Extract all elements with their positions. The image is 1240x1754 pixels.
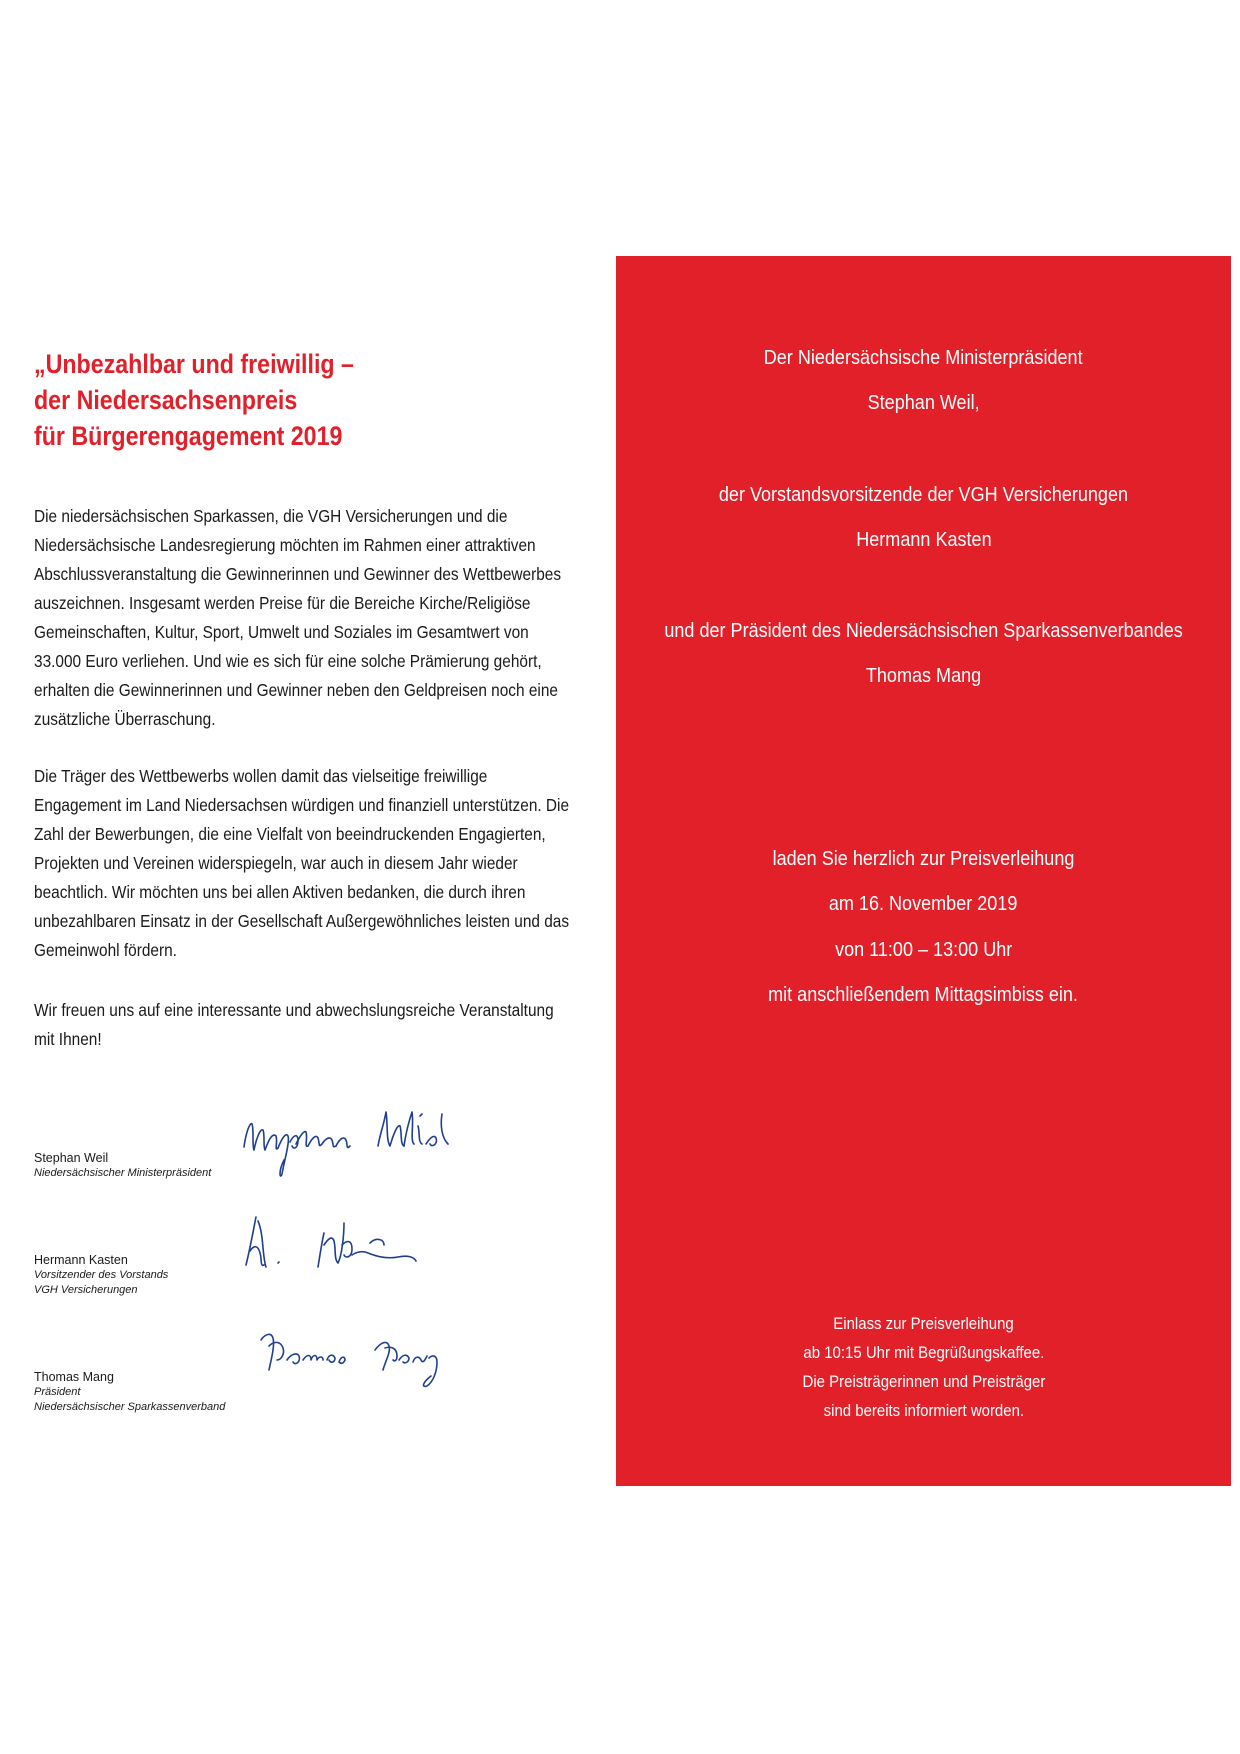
signer-name: Stephan Weil bbox=[34, 1151, 109, 1165]
page-headline bbox=[34, 346, 354, 454]
host1-name: Stephan Weil, bbox=[867, 391, 980, 414]
host3-title: und der Präsident des Niedersächsischen Sparkassenverbandes bbox=[664, 619, 1183, 642]
signature-mang bbox=[255, 1320, 465, 1395]
signature-kasten bbox=[238, 1205, 458, 1285]
host1-title: Der Niedersächsische Ministerpräsident bbox=[764, 346, 1083, 369]
intro-paragraph-2: Die Träger des Wettbewerbs wollen damit das vielseitige freiwillige Engagement im Land Niedersachsen würdigen und finanziell unterstützen. Die Zahl der Bewerbungen, die eine Vielfalt von beeindruckenden Engagierten, Projekten und Vereinen widerspiegeln, war auch in diesem Jahr wieder beachtlich. Wir möchten uns bei allen Aktiven bedanken, die durch ihren unbezahlbaren Einsatz in der Gesellschaft Außergewöhnliches leisten und das Gemeinwohl fördern. bbox=[34, 766, 570, 960]
signer-role: Niedersächsischer Ministerpräsident bbox=[34, 1167, 212, 1179]
host3-name: Thomas Mang bbox=[865, 664, 982, 687]
signer-name: Thomas Mang bbox=[34, 1370, 114, 1384]
headline-line-3: für Bürgerengagement 2019 bbox=[34, 421, 343, 451]
host2-name: Hermann Kasten bbox=[855, 528, 992, 551]
admission-line-4: sind bereits informiert worden. bbox=[823, 1401, 1024, 1420]
headline-line-2: der Niedersachsenpreis bbox=[34, 385, 298, 415]
signer-role: Vorsitzender des Vorstands bbox=[34, 1269, 169, 1281]
event-date: am 16. November 2019 bbox=[829, 892, 1018, 915]
signer-name: Hermann Kasten bbox=[34, 1253, 128, 1267]
event-time: von 11:00 – 13:00 Uhr bbox=[834, 938, 1013, 961]
signer-block-kasten bbox=[34, 1253, 168, 1298]
signer-role-line-2: VGH Versicherungen bbox=[34, 1284, 138, 1296]
signer-block-weil bbox=[34, 1151, 211, 1181]
lunch-line: mit anschließendem Mittagsimbiss ein. bbox=[768, 983, 1079, 1006]
intro-paragraph-3: Wir freuen uns auf eine interessante und abwechslungsreiche Veranstaltung mit Ihnen! bbox=[34, 1000, 554, 1049]
signature-weil bbox=[238, 1102, 478, 1182]
signer-role: Präsident bbox=[34, 1386, 81, 1398]
headline-line-1: „Unbezahlbar und freiwillig – bbox=[34, 349, 354, 379]
admission-line-3: Die Preisträgerinnen und Preisträger bbox=[802, 1372, 1045, 1391]
host2-title: der Vorstandsvorsitzende der VGH Versicherungen bbox=[718, 483, 1129, 506]
admission-line-2: ab 10:15 Uhr mit Begrüßungskaffee. bbox=[803, 1343, 1044, 1362]
intro-paragraph-1: Die niedersächsischen Sparkassen, die VGH Versicherungen und die Niedersächsische Landesregierung möchten im Rahmen einer attraktiven Abschlussveranstaltung die Gewinnerinnen und Gewinner des Wettbewerbes auszeichnen. Insgesamt werden Preise für die Bereiche Kirche/Religiöse Gemeinschaften, Kultur, Sport, Umwelt und Soziales im Gesamtwert von 33.000 Euro verliehen. Und wie es sich für eine solche Prämierung gehört, erhalten die Gewinnerinnen und Gewinner neben den Geldpreisen noch eine zusätzliche Überraschung. bbox=[34, 506, 562, 729]
signer-role-line-2: Niedersächsischer Sparkassenverband bbox=[34, 1401, 226, 1413]
invite-line: laden Sie herzlich zur Preisverleihung bbox=[772, 847, 1075, 870]
invitation-panel bbox=[616, 256, 1231, 1486]
admission-line-1: Einlass zur Preisverleihung bbox=[833, 1314, 1014, 1333]
signer-block-mang bbox=[34, 1370, 225, 1415]
